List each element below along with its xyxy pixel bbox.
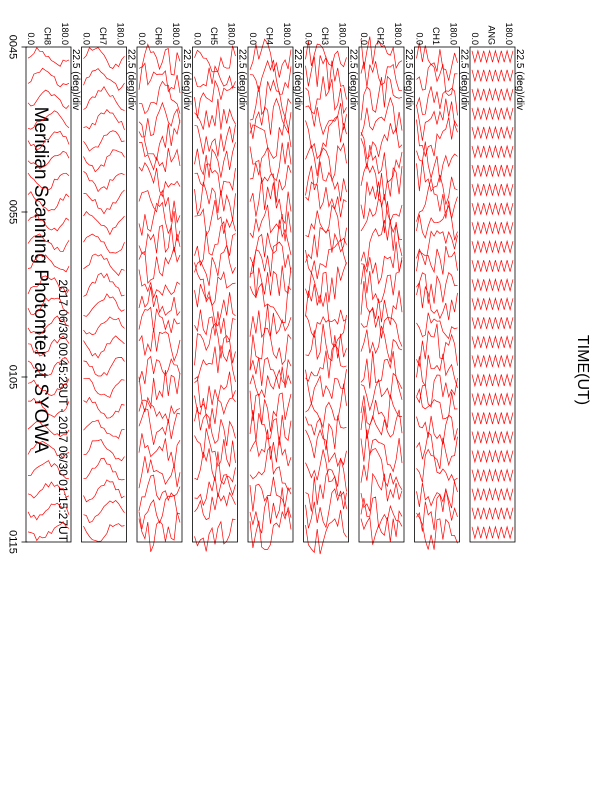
trace-ch5-20 — [195, 428, 236, 466]
trace-ch2-5 — [361, 123, 402, 159]
trace-ch8-1 — [28, 48, 69, 67]
panel-scale-label: 22.5 (deg)/div — [403, 49, 414, 111]
trace-ch5-4 — [195, 99, 236, 130]
trace-ch7-8 — [84, 190, 125, 214]
trace-ch1-22 — [417, 478, 458, 508]
panel-channel-label: CH5 — [209, 26, 219, 45]
panel-ymin-label: 0.0 — [414, 32, 425, 45]
panel-scale-label: 22.5 (deg)/div — [70, 49, 81, 111]
trace-ch4-2 — [250, 60, 291, 94]
trace-ch7-16 — [84, 357, 125, 376]
trace-ch6-18 — [139, 398, 180, 423]
trace-ch5-5 — [195, 124, 236, 156]
panel-channel-label: CH7 — [98, 26, 108, 45]
trace-ch1-16 — [417, 354, 458, 388]
trace-ch1-11 — [417, 246, 458, 275]
panel-ymax-label: 180.0 — [282, 22, 292, 45]
trace-ch2-16 — [361, 351, 402, 389]
trace-ch7-19 — [84, 420, 125, 438]
trace-ch3-7 — [306, 162, 347, 202]
trace-ch6-12 — [139, 270, 180, 298]
trace-ch3-4 — [306, 103, 347, 134]
panel-ymin-label: 0.0 — [81, 32, 92, 45]
trace-ch1-19 — [417, 415, 458, 444]
x-tick-label-1: 0055 — [6, 199, 19, 225]
trace-ch6-13 — [139, 286, 180, 315]
panel-scale-label: 22.5 (deg)/div — [236, 49, 248, 111]
trace-ch6-9 — [139, 203, 180, 242]
panel-scale-label: 22.5 (deg)/div — [458, 49, 470, 111]
trace-ch5-24 — [195, 519, 236, 551]
trace-ch6-1 — [139, 44, 180, 75]
trace-ch7-21 — [84, 458, 125, 480]
panel-frame — [137, 47, 182, 542]
trace-ch3-6 — [306, 144, 347, 181]
panel-ch2 — [359, 22, 414, 544]
panel-ymin-label: 0.0 — [359, 32, 369, 45]
panel-ymin-label: 0.0 — [470, 32, 480, 45]
trace-ang-26 — [472, 527, 513, 538]
panel-channel-label: CH1 — [431, 26, 441, 45]
panel-frame — [470, 47, 515, 542]
x-tick-label-2: 0105 — [6, 364, 19, 390]
trace-ch5-15 — [195, 324, 236, 365]
trace-ch1-12 — [417, 273, 458, 304]
trace-ch1-13 — [417, 282, 458, 320]
trace-ch4-14 — [250, 305, 291, 338]
trace-ang-4 — [472, 108, 513, 119]
panel-frame — [82, 47, 127, 542]
trace-ch7-6 — [84, 150, 125, 172]
trace-ch5-16 — [195, 345, 236, 382]
trace-ch3-15 — [306, 324, 347, 361]
x-axis — [7, 35, 28, 554]
panel-ymax-label: 180.0 — [393, 22, 403, 45]
trace-ch5-2 — [195, 66, 236, 88]
panel-channel-label: ANG — [486, 25, 497, 45]
trace-ch7-5 — [84, 131, 125, 151]
panel-channel-label: CH6 — [153, 26, 164, 45]
trace-ch6-7 — [139, 163, 180, 197]
trace-ch4-18 — [250, 391, 291, 432]
x-tick-label-3: 0115 — [6, 530, 19, 554]
trace-ang-3 — [472, 89, 513, 100]
trace-ang-22 — [472, 451, 513, 462]
trace-ang-19 — [472, 394, 513, 405]
trace-ch6-17 — [139, 370, 180, 408]
trace-ch4-3 — [250, 80, 291, 120]
trace-ch3-9 — [306, 205, 347, 244]
trace-ch1-3 — [417, 86, 458, 115]
trace-ch1-17 — [417, 375, 458, 407]
trace-ch6-6 — [139, 143, 180, 172]
trace-ch2-8 — [361, 182, 402, 222]
trace-ch1-1 — [417, 43, 458, 81]
panel-ymin-label: 0.0 — [248, 32, 258, 45]
trace-ch3-5 — [306, 116, 347, 158]
panel-ymin-label: 0.0 — [192, 32, 203, 45]
trace-ch7-7 — [84, 171, 125, 191]
trace-ch3-21 — [306, 449, 347, 491]
trace-ch6-20 — [139, 433, 180, 468]
trace-ch1-15 — [417, 324, 458, 366]
trace-ch2-23 — [361, 497, 402, 527]
trace-ang-5 — [472, 127, 513, 138]
panel-scale-label: 22.5 (deg)/div — [347, 49, 359, 111]
trace-ch5-12 — [195, 263, 236, 306]
trace-ch6-24 — [139, 512, 180, 552]
trace-ch6-15 — [139, 328, 180, 361]
trace-ch7-18 — [84, 397, 125, 418]
panel-scale-label: 22.5 (deg)/div — [181, 49, 192, 111]
panel-group — [26, 22, 525, 554]
trace-ch8-2 — [28, 68, 69, 87]
panel-scale-label: 22.5 (deg)/div — [514, 49, 525, 111]
trace-ch1-18 — [417, 389, 458, 419]
trace-ch7-13 — [84, 294, 125, 317]
trace-ch7-15 — [84, 336, 125, 358]
trace-ang-16 — [472, 336, 513, 347]
trace-ch6-19 — [139, 409, 180, 445]
trace-ch4-11 — [250, 242, 291, 277]
trace-ch4-7 — [250, 161, 291, 203]
trace-ang-17 — [472, 355, 513, 366]
chart-subtitle: 2017 06/30 00:45:28UT - 2017 06/30 01:15:27UT — [56, 279, 70, 542]
trace-ch2-4 — [361, 98, 402, 136]
trace-ch7-12 — [84, 273, 125, 296]
panel-ang — [470, 22, 525, 542]
panel-ymax-label: 180.0 — [171, 22, 181, 45]
trace-ang-6 — [472, 146, 513, 157]
trace-ch4-8 — [250, 178, 291, 224]
trace-ang-18 — [472, 375, 513, 386]
trace-ang-21 — [472, 432, 513, 443]
trace-ch7-14 — [84, 317, 125, 335]
trace-ch5-6 — [195, 142, 236, 177]
trace-ang-11 — [472, 241, 513, 252]
trace-ch7-1 — [84, 48, 125, 69]
trace-ch3-13 — [306, 284, 347, 324]
panel-ch1 — [415, 22, 470, 549]
trace-ang-23 — [472, 470, 513, 481]
trace-ang-12 — [472, 260, 513, 272]
panel-ymax-label: 180.0 — [448, 22, 459, 45]
trace-ch6-3 — [139, 81, 180, 113]
trace-ang-10 — [472, 222, 513, 233]
trace-ch3-16 — [306, 344, 347, 381]
panel-ymin-label: 0.0 — [26, 32, 36, 45]
trace-ang-7 — [472, 165, 513, 177]
trace-ch4-5 — [250, 116, 291, 158]
trace-ch6-10 — [139, 225, 180, 254]
trace-ang-1 — [472, 51, 513, 62]
trace-ch3-17 — [306, 369, 347, 404]
panel-channel-label: CH2 — [375, 26, 386, 45]
panel-channel-label: CH3 — [320, 26, 330, 45]
panel-frame — [415, 47, 460, 542]
trace-ch5-10 — [195, 222, 236, 265]
trace-ang-13 — [472, 279, 513, 290]
trace-ch5-14 — [195, 310, 236, 343]
trace-ch5-17 — [195, 372, 236, 409]
trace-ch7-20 — [84, 440, 125, 461]
trace-ang-2 — [472, 70, 513, 82]
trace-ang-15 — [472, 317, 513, 329]
trace-ang-20 — [472, 413, 513, 425]
trace-ch5-13 — [195, 284, 236, 326]
chart-title: Meridian Scanning Photomter at SYOWA — [30, 106, 51, 454]
panel-ch7 — [82, 22, 137, 542]
trace-ch7-24 — [84, 524, 125, 542]
panel-scale-label: 22.5 (deg)/div — [125, 49, 137, 111]
trace-ang-9 — [472, 203, 513, 214]
trace-ch6-21 — [139, 456, 180, 488]
panel-channel-label: CH8 — [42, 26, 53, 45]
panel-ymax-label: 180.0 — [60, 22, 70, 45]
panel-ch5 — [193, 22, 248, 551]
trace-ch7-17 — [84, 378, 125, 397]
panel-ch4 — [248, 22, 303, 549]
trace-ch4-10 — [250, 220, 291, 264]
panel-ymax-label: 180.0 — [115, 22, 126, 45]
x-axis-label: TIME(UT) — [574, 334, 591, 406]
panel-ymax-label: 180.0 — [226, 22, 237, 45]
trace-ch7-22 — [84, 480, 125, 502]
x-tick-label-0: 0045 — [6, 34, 19, 60]
panel-ymin-label: 0.0 — [303, 32, 314, 45]
trace-ch4-22 — [250, 477, 291, 512]
trace-ch2-15 — [361, 326, 402, 362]
trace-ch7-9 — [84, 212, 125, 235]
trace-ch6-22 — [139, 475, 180, 511]
panel-ymax-label: 180.0 — [337, 22, 348, 45]
trace-ch7-11 — [84, 254, 125, 276]
panel-ch6 — [137, 22, 192, 551]
trace-ch3-18 — [306, 384, 347, 428]
trace-ch3-3 — [306, 76, 347, 114]
panel-scale-label: 22.5 (deg)/div — [292, 49, 303, 111]
panel-ymin-label: 0.0 — [137, 32, 147, 45]
trace-ch4-21 — [250, 447, 291, 491]
panel-channel-label: CH4 — [264, 26, 275, 45]
trace-ang-25 — [472, 508, 513, 520]
trace-ch7-10 — [84, 234, 125, 253]
trace-ch6-5 — [139, 120, 180, 160]
panel-ch3 — [304, 22, 359, 554]
panel-ymax-label: 180.0 — [504, 22, 514, 45]
trace-ch3-14 — [306, 315, 347, 347]
trace-ch3-12 — [306, 262, 347, 303]
trace-ch3-22 — [306, 469, 347, 511]
trace-ch1-10 — [417, 231, 458, 265]
trace-ch1-9 — [417, 206, 458, 240]
trace-ang-14 — [472, 298, 513, 309]
trace-ch1-7 — [417, 160, 458, 204]
trace-ang-8 — [472, 184, 513, 195]
trace-ch7-23 — [84, 501, 125, 523]
trace-ch4-16 — [250, 357, 291, 386]
trace-ang-24 — [472, 489, 513, 500]
trace-ch7-4 — [84, 110, 125, 130]
trace-ch2-13 — [361, 281, 402, 325]
